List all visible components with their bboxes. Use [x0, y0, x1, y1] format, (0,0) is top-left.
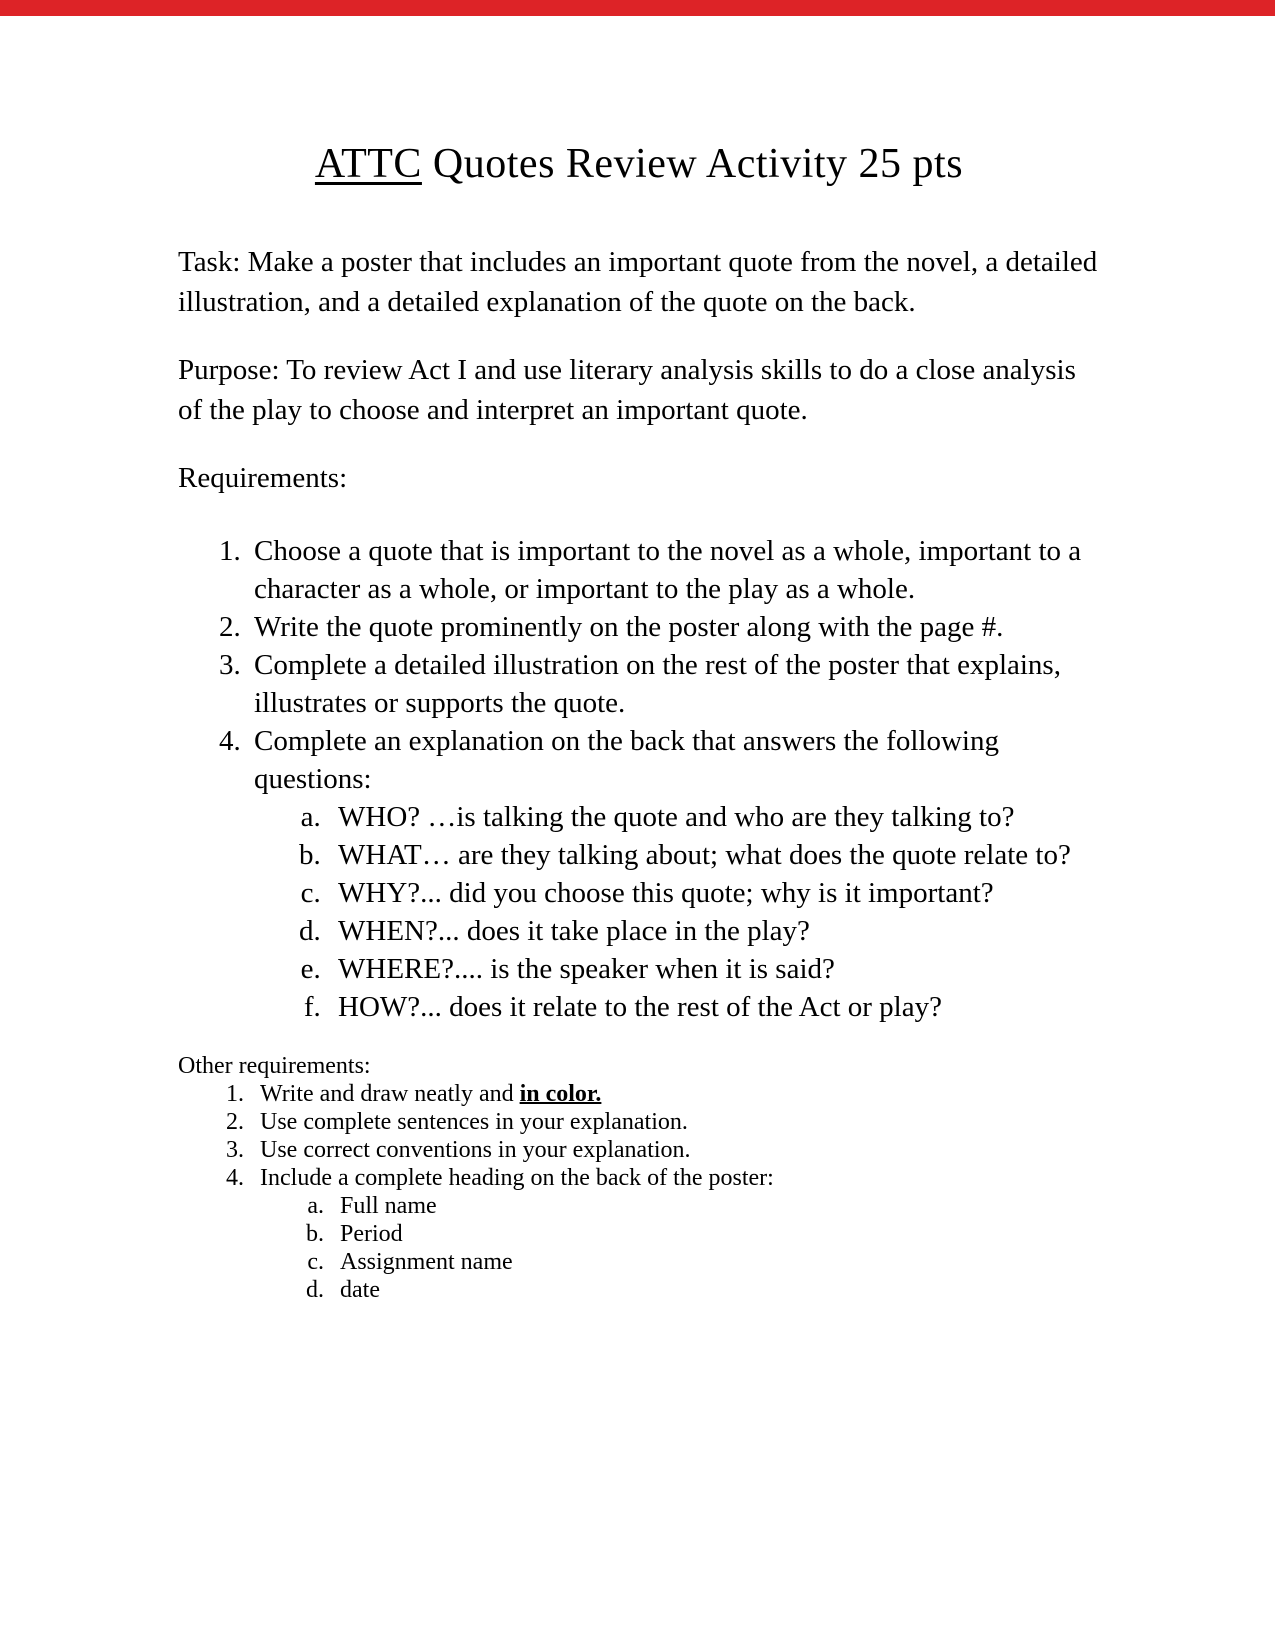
other-requirement-item-1-emphasis: in color.	[519, 1081, 602, 1108]
requirement-item-4-text: Complete an explanation on the back that answers the following questions:	[254, 725, 999, 796]
title-remainder: Quotes Review Activity 25 pts	[421, 141, 964, 187]
heading-item-full-name: a. Full name	[330, 1192, 1100, 1220]
question-why: c. WHY?... did you choose this quote; why is it important?	[328, 874, 1100, 912]
heading-items-list	[260, 1192, 1100, 1304]
top-red-bar	[0, 0, 1275, 16]
other-requirement-item-1-text: Write and draw neatly and	[260, 1081, 520, 1108]
task-paragraph: Task: Make a poster that includes an important quote from the novel, a detailed illustration, and a detailed explanation of the quote on the back.	[178, 246, 1098, 319]
page-title	[178, 140, 1100, 188]
heading-item-assignment-name: c. Assignment name	[330, 1248, 1100, 1276]
other-requirements-heading: Other requirements:	[178, 1053, 371, 1080]
other-requirement-item-2: 2. Use complete sentences in your explanation.	[250, 1108, 1100, 1136]
question-who: a. WHO? …is talking the quote and who are they talking to?	[328, 798, 1100, 836]
other-requirement-item-3: 3. Use correct conventions in your explanation.	[250, 1136, 1100, 1164]
heading-item-date: d. date	[330, 1276, 1100, 1304]
other-requirement-item-4-text: Include a complete heading on the back of the poster:	[260, 1165, 774, 1192]
title-underlined-abbreviation: ATTC	[314, 141, 422, 187]
question-how: f. HOW?... does it relate to the rest of the Act or play?	[328, 988, 1100, 1026]
question-when: d. WHEN?... does it take place in the play?	[328, 912, 1100, 950]
requirements-list	[178, 532, 1100, 1026]
requirements-heading: Requirements:	[178, 462, 348, 495]
other-requirement-item-4	[250, 1164, 1100, 1304]
heading-item-period: b. Period	[330, 1220, 1100, 1248]
question-what: b. WHAT… are they talking about; what does the quote relate to?	[328, 836, 1100, 874]
requirement-item-1: 1. Choose a quote that is important to the novel as a whole, important to a character as a whole, or important to the play as a whole.	[248, 532, 1100, 608]
purpose-paragraph: Purpose: To review Act I and use literary analysis skills to do a close analysis of the play to choose and interpret an important quote.	[178, 354, 1076, 427]
explanation-questions-list	[254, 798, 1100, 1026]
requirement-item-3: 3. Complete a detailed illustration on the rest of the poster that explains, illustrates or supports the quote.	[248, 646, 1100, 722]
other-requirements-list	[178, 1080, 1100, 1304]
requirement-item-2: 2. Write the quote prominently on the poster along with the page #.	[248, 608, 1100, 646]
document-body	[0, 140, 1275, 1304]
other-requirement-item-1	[250, 1080, 1100, 1108]
requirement-item-4	[248, 722, 1100, 1026]
question-where: e. WHERE?.... is the speaker when it is said?	[328, 950, 1100, 988]
